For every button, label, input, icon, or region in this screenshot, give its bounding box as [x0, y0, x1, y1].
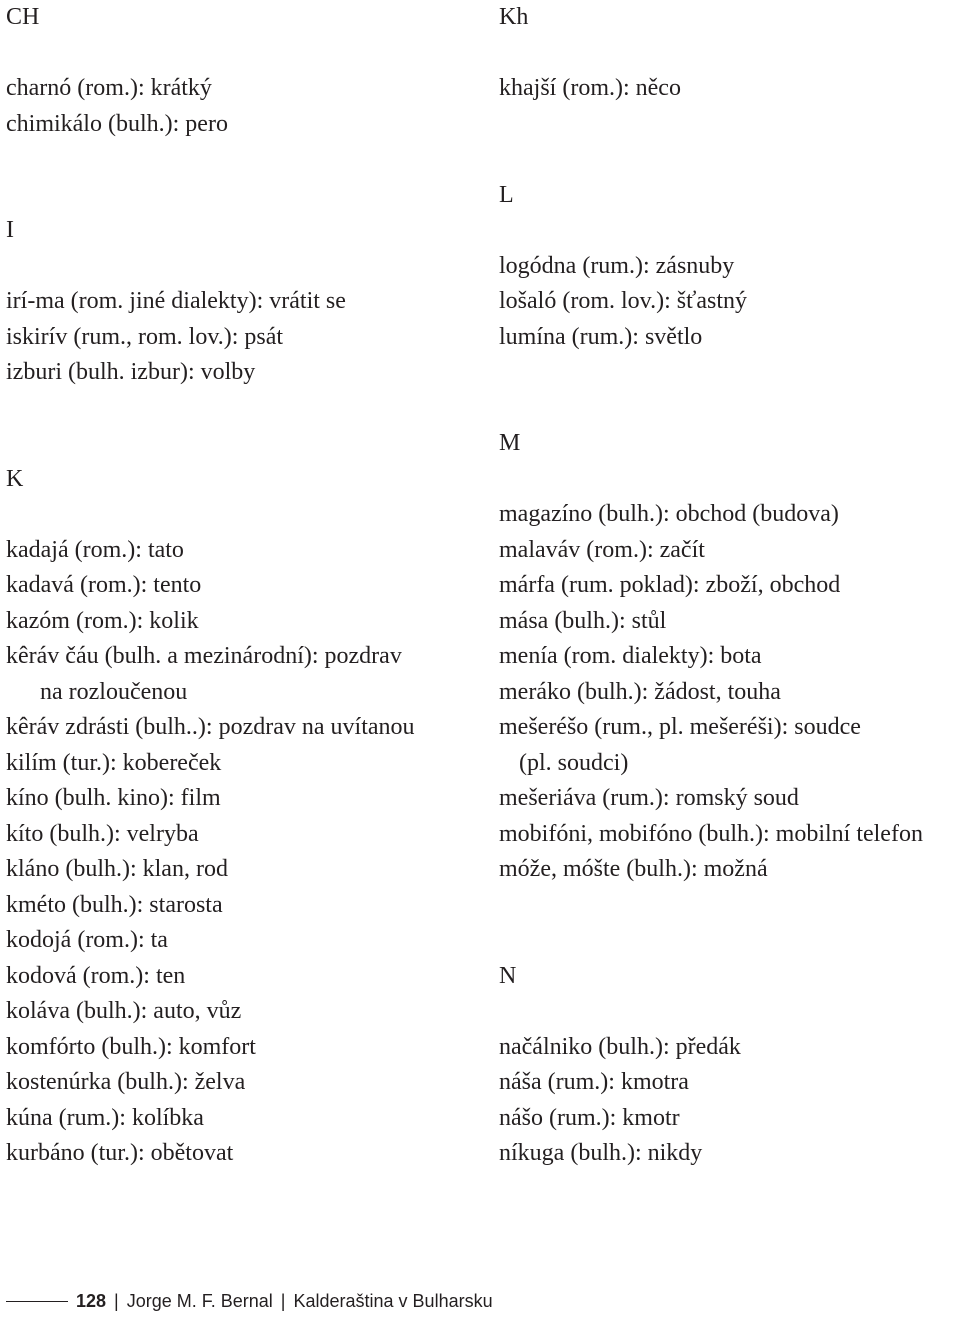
spacer — [6, 249, 476, 285]
spacer — [6, 426, 476, 462]
entry-losalo: lošaló (rom. lov.): šťastný — [499, 288, 748, 314]
spacer — [499, 107, 960, 143]
page-number: 128 — [76, 1291, 107, 1311]
entry-kerav-cau: kêráv čáu (bulh. a mezinárodní): pozdrav — [6, 643, 402, 669]
footer-rule — [6, 1301, 68, 1302]
right-column — [499, 0, 960, 1172]
entry-masa: mása (bulh.): stůl — [499, 607, 667, 634]
entry-merako: meráko (bulh.): žádost, touha — [499, 678, 781, 705]
entry-iri-ma: irí-ma (rom. jiné dialekty): vrátit se — [6, 288, 346, 314]
entry-kerav-zdrasti: kêráv zdrásti (bulh..): pozdrav na uvítanou — [6, 714, 415, 740]
entry-khajsi: khajší (rom.): něco — [499, 75, 681, 101]
entry-nacalniko: načálniko (bulh.): předák — [499, 1033, 741, 1060]
entry-charno: charnó (rom.): krátký — [6, 75, 212, 101]
entry-kerav-cau-continued: na rozloučenou — [40, 678, 188, 705]
entry-kodoja: kodojá (rom.): ta — [6, 927, 168, 953]
entry-magazino: magazíno (bulh.): obchod (budova) — [499, 501, 839, 527]
section-heading-k: K — [6, 465, 24, 492]
spacer — [499, 36, 960, 72]
entry-nikuga: níkuga (bulh.): nikdy — [499, 1140, 703, 1166]
entry-menia: menía (rom. dialekty): bota — [499, 643, 762, 669]
spacer — [499, 142, 960, 178]
entry-iskiriv: iskirív (rum., rom. lov.): psát — [6, 323, 284, 350]
entry-kadaja: kadajá (rom.): tato — [6, 536, 184, 563]
section-heading-n: N — [499, 962, 517, 989]
spacer — [499, 923, 960, 959]
spacer — [499, 391, 960, 427]
spacer — [499, 213, 960, 249]
entry-kodova: kodová (rom.): ten — [6, 962, 186, 989]
entry-moze: móže, móšte (bulh.): možná — [499, 856, 768, 882]
page-footer — [6, 1291, 493, 1312]
entry-marfa: márfa (rum. poklad): zboží, obchod — [499, 572, 841, 598]
entry-kurbano: kurbáno (tur.): obětovat — [6, 1140, 234, 1166]
entry-chimikalo: chimikálo (bulh.): pero — [6, 110, 228, 137]
entry-malavav: malaváv (rom.): začít — [499, 536, 705, 563]
spacer — [6, 178, 476, 214]
entry-klano: kláno (bulh.): klan, rod — [6, 856, 228, 882]
entry-kadava: kadavá (rom.): tento — [6, 572, 202, 598]
entry-logodna: logódna (rum.): zásnuby — [499, 252, 735, 279]
entry-kazom: kazóm (rom.): kolik — [6, 607, 199, 634]
entry-kuna: kúna (rum.): kolíbka — [6, 1104, 204, 1131]
spacer — [6, 391, 476, 427]
entry-kostenurka: kostenúrka (bulh.): želva — [6, 1069, 246, 1095]
spacer — [499, 462, 960, 498]
section-heading-i: I — [6, 217, 14, 243]
spacer — [6, 497, 476, 533]
spacer — [6, 142, 476, 178]
spacer — [499, 355, 960, 391]
footer-separator: | — [114, 1291, 119, 1311]
entry-naso: nášo (rum.): kmotr — [499, 1104, 680, 1131]
entry-lumina: lumína (rum.): světlo — [499, 323, 703, 350]
entry-izburi: izburi (bulh. izbur): volby — [6, 359, 256, 385]
entry-meseriava: mešeriáva (rum.): romský soud — [499, 785, 799, 811]
entry-mobifoni: mobifóni, mobifóno (bulh.): mobilní telefon — [499, 820, 923, 847]
entry-kito: kíto (bulh.): velryba — [6, 820, 199, 847]
entry-kmeto: kméto (bulh.): starosta — [6, 891, 223, 918]
entry-komforto: komfórto (bulh.): komfort — [6, 1033, 256, 1060]
footer-book-title: Kalderaština v Bulharsku — [293, 1291, 493, 1311]
entry-kolava: koláva (bulh.): auto, vůz — [6, 998, 242, 1024]
entry-mesereso-continued: (pl. soudci) — [519, 749, 629, 776]
footer-separator: | — [280, 1291, 286, 1311]
left-column — [6, 0, 476, 1172]
spacer — [499, 994, 960, 1030]
spacer — [6, 36, 476, 72]
section-heading-kh: Kh — [499, 4, 529, 30]
entry-mesereso: mešeréšo (rum., pl. mešeréši): soudce — [499, 714, 861, 740]
entry-kilim: kilím (tur.): kobereček — [6, 749, 222, 776]
section-heading-l: L — [499, 181, 514, 208]
section-heading-m: M — [499, 430, 521, 456]
entry-kino: kíno (bulh. kino): film — [6, 785, 221, 811]
entry-nasa: náša (rum.): kmotra — [499, 1069, 689, 1095]
spacer — [499, 888, 960, 924]
footer-author: Jorge M. F. Bernal — [126, 1291, 273, 1311]
section-heading-ch: CH — [6, 4, 40, 30]
